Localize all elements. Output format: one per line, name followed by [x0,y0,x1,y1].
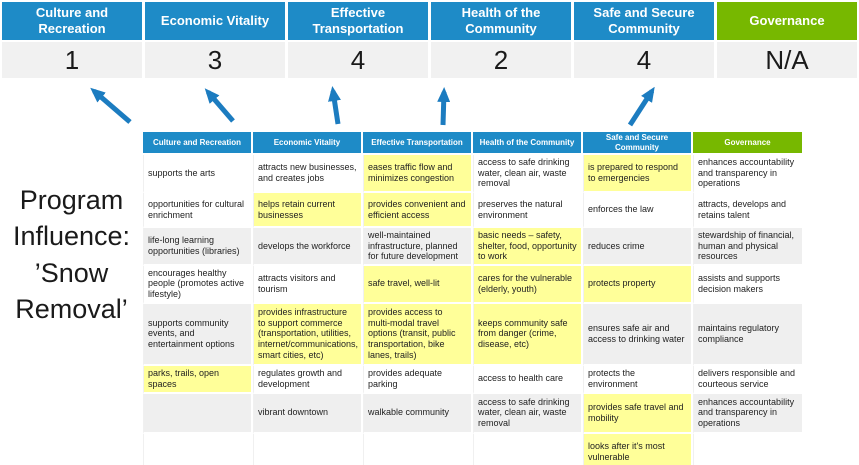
summary-header-economic-vitality: Economic Vitality [145,2,285,40]
score-health-community: 2 [431,42,571,78]
summary-header-row [2,2,857,40]
matrix-cell: enhances accountability and transparency in operations [693,394,804,434]
matrix-cell: safe travel, well-lit [363,266,473,304]
matrix-cell: keeps community safe from danger (crime, disease, etc) [473,304,583,366]
summary-header-effective-transportation: Effective Transportation [288,2,428,40]
up-arrow-icon-3 [333,91,338,124]
matrix-cell: cares for the vulnerable (elderly, youth) [473,266,583,304]
matrix-cell: encourages healthy people (promotes active lifestyle) [143,266,253,304]
influence-matrix-table [143,132,804,465]
score-effective-transportation: 4 [288,42,428,78]
table-row [143,394,804,434]
up-arrow-icon-5 [630,91,652,125]
matrix-cell: parks, trails, open spaces [143,366,253,394]
matrix-cell: stewardship of financial, human and physical resources [693,228,804,266]
matrix-cell: attracts new businesses, and creates jobs [253,155,363,193]
matrix-cell: develops the workforce [253,228,363,266]
matrix-cell: enforces the law [583,193,693,228]
matrix-cell [693,434,804,465]
matrix-cell [143,394,253,434]
matrix-header-safe-secure-community: Safe and Secure Community [583,132,693,155]
matrix-cell: life-long learning opportunities (libraries) [143,228,253,266]
matrix-cell [253,434,363,465]
up-arrow-icon-2 [208,92,233,121]
matrix-header-health-community: Health of the Community [473,132,583,155]
matrix-cell: opportunities for cultural enrichment [143,193,253,228]
matrix-cell: helps retain current businesses [253,193,363,228]
matrix-cell [363,434,473,465]
matrix-cell: provides infrastructure to support commerce (transportation, utilities, internet/communications, smart cities, etc) [253,304,363,366]
score-economic-vitality: 3 [145,42,285,78]
matrix-cell: maintains regulatory compliance [693,304,804,366]
matrix-header-governance: Governance [693,132,804,155]
program-influence-title: Program Influence: ’Snow Removal’ [12,185,131,325]
matrix-cell: supports community events, and entertainment options [143,304,253,366]
summary-header-governance: Governance [717,2,857,40]
matrix-cell: regulates growth and development [253,366,363,394]
matrix-cell [473,434,583,465]
table-row [143,304,804,366]
matrix-cell: reduces crime [583,228,693,266]
matrix-cell: is prepared to respond to emergencies [583,155,693,193]
table-row [143,366,804,394]
table-row [143,228,804,266]
summary-header-culture-recreation: Culture and Recreation [2,2,142,40]
summary-header-safe-secure-community: Safe and Secure Community [574,2,714,40]
score-safe-secure-community: 4 [574,42,714,78]
matrix-cell [143,434,253,465]
matrix-cell: ensures safe air and access to drinking water [583,304,693,366]
matrix-cell: provides access to multi-modal travel options (transit, public transportation, bike lanes, trails) [363,304,473,366]
matrix-cell: enhances accountability and transparency in operations [693,155,804,193]
summary-header-health-community: Health of the Community [431,2,571,40]
up-arrow-icon-4 [443,92,444,125]
up-arrow-icon-1 [94,91,130,122]
matrix-cell: looks after it's most vulnerable [583,434,693,465]
matrix-cell: provides adequate parking [363,366,473,394]
matrix-header-effective-transportation: Effective Transportation [363,132,473,155]
matrix-cell: vibrant downtown [253,394,363,434]
matrix-header-economic-vitality: Economic Vitality [253,132,363,155]
matrix-cell: eases traffic flow and minimizes congestion [363,155,473,193]
table-row [143,155,804,193]
matrix-cell: provides convenient and efficient access [363,193,473,228]
matrix-cell: access to safe drinking water, clean air, waste removal [473,155,583,193]
matrix-cell: preserves the natural environment [473,193,583,228]
matrix-cell: basic needs – safety, shelter, food, opportunity to work [473,228,583,266]
influence-arrows [0,80,859,132]
table-row [143,193,804,228]
table-row [143,266,804,304]
matrix-cell: protects property [583,266,693,304]
matrix-cell: provides safe travel and mobility [583,394,693,434]
score-culture-recreation: 1 [2,42,142,78]
matrix-cell: supports the arts [143,155,253,193]
score-governance: N/A [717,42,857,78]
matrix-cell: well-maintained infrastructure, planned for future development [363,228,473,266]
matrix-cell: walkable community [363,394,473,434]
matrix-cell: attracts visitors and tourism [253,266,363,304]
matrix-cell: protects the environment [583,366,693,394]
matrix-cell: access to health care [473,366,583,394]
matrix-cell: delivers responsible and courteous service [693,366,804,394]
matrix-cell: access to safe drinking water, clean air, waste removal [473,394,583,434]
matrix-header-culture-recreation: Culture and Recreation [143,132,253,155]
table-row [143,434,804,465]
matrix-cell: assists and supports decision makers [693,266,804,304]
matrix-header-row [143,132,804,155]
summary-score-row [2,42,857,78]
matrix-cell: attracts, develops and retains talent [693,193,804,228]
